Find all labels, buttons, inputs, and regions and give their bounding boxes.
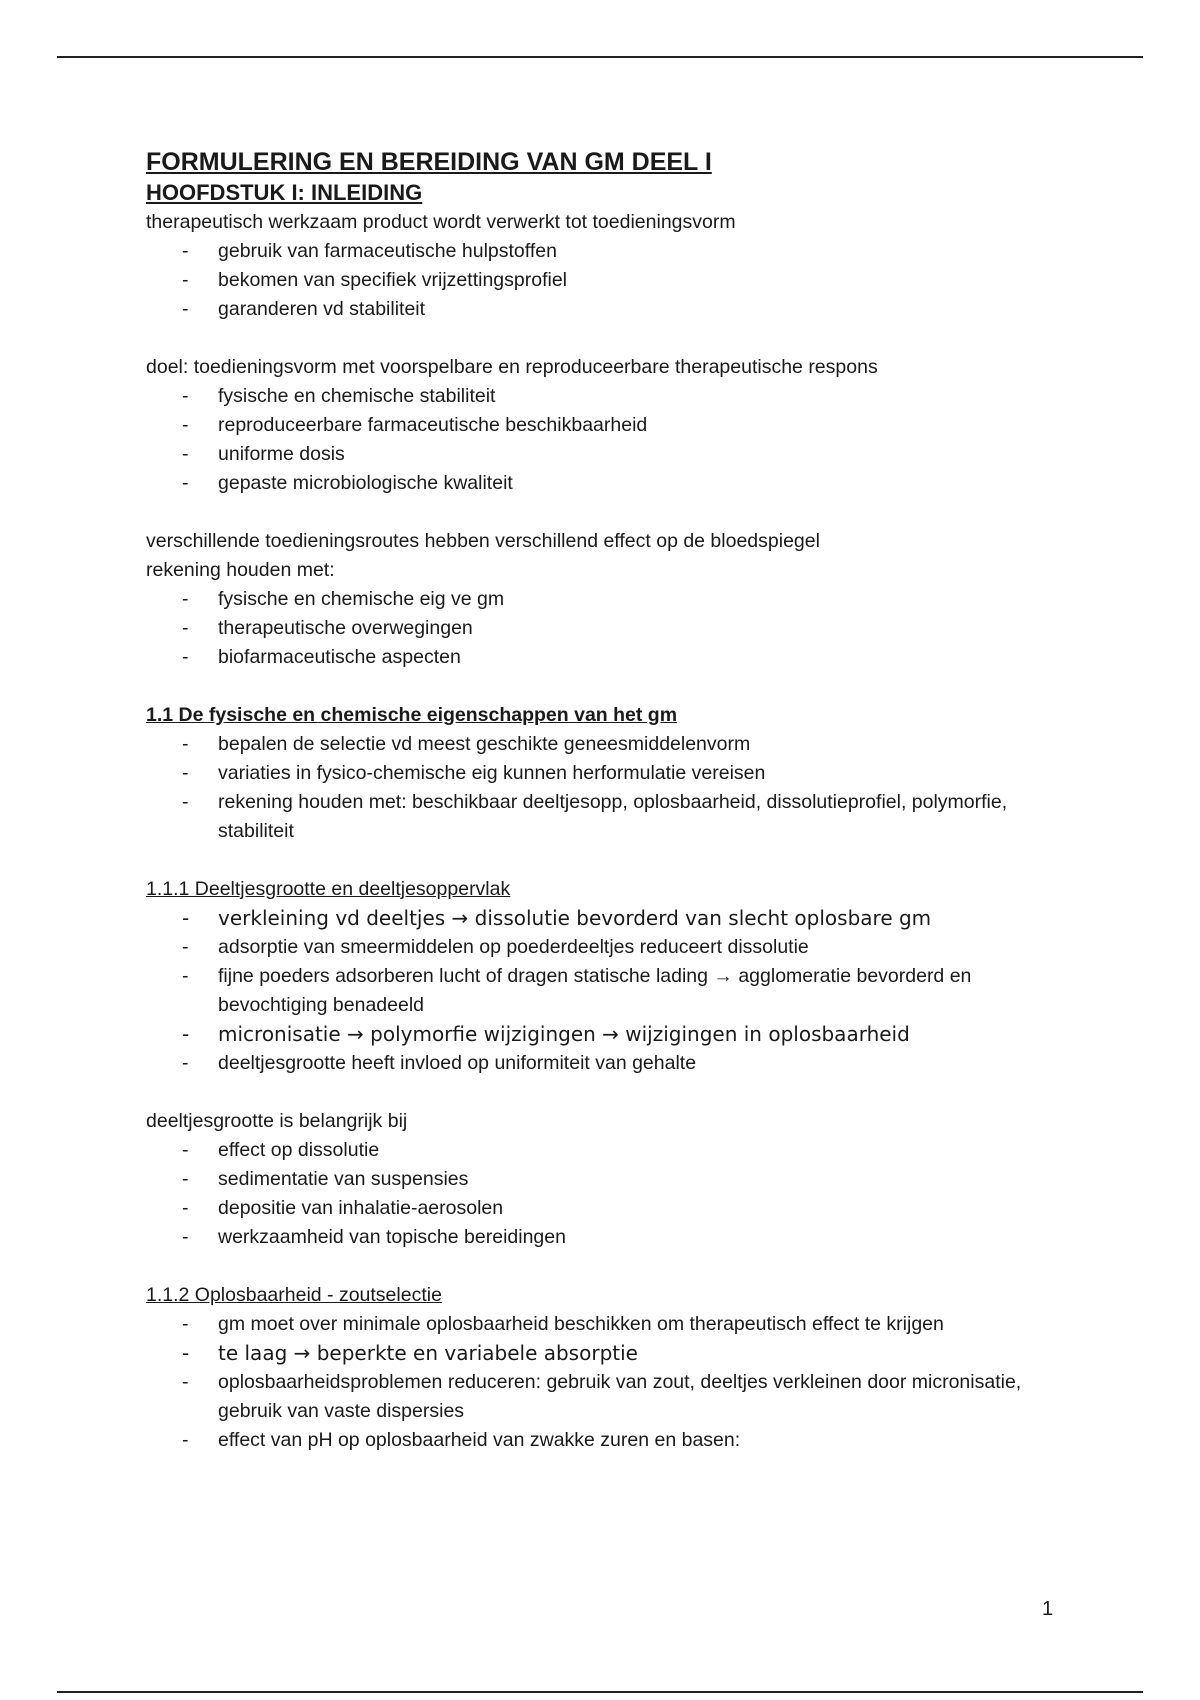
list-item: - te laag → beperkte en variabele absorptie	[146, 1339, 1066, 1368]
list-item: - oplosbaarheidsproblemen reduceren: gebruik van zout, deeltjes verkleinen door micronisatie, gebruik van vaste dispersies	[146, 1368, 1066, 1426]
page-number: 1	[1042, 1598, 1054, 1620]
importance-list	[146, 1136, 1066, 1252]
list-item: - biofarmaceutische aspecten	[146, 643, 1066, 672]
list-item: - gepaste microbiologische kwaliteit	[146, 469, 1066, 498]
list-item: - bekomen van specifiek vrijzettingsprofiel	[146, 266, 1066, 295]
list-item: - fysische en chemische eig ve gm	[146, 585, 1066, 614]
list-item: - effect op dissolutie	[146, 1136, 1066, 1165]
top-rule	[57, 56, 1143, 58]
document-title: FORMULERING EN BEREIDING VAN GM DEEL I	[146, 148, 712, 176]
chapter-heading: HOOFDSTUK I: INLEIDING	[146, 180, 423, 205]
bottom-rule	[57, 1691, 1143, 1693]
list-item: - uniforme dosis	[146, 440, 1066, 469]
list-item: - fijne poeders adsorberen lucht of dragen statische lading → agglomeratie bevorderd en bevochtiging benadeeld	[146, 962, 1066, 1020]
list-item: - rekening houden met: beschikbaar deeltjesopp, oplosbaarheid, dissolutieprofiel, polymorfie, stabiliteit	[146, 788, 1066, 846]
importance-text: deeltjesgrootte is belangrijk bij	[146, 1110, 408, 1132]
goal-list	[146, 382, 1066, 498]
list-item: - gebruik van farmaceutische hulpstoffen	[146, 237, 1066, 266]
list-item: - werkzaamheid van topische bereidingen	[146, 1223, 1066, 1252]
intro-list	[146, 237, 1066, 324]
consider-text: rekening houden met:	[146, 559, 335, 581]
goal-text: doel: toedieningsvorm met voorspelbare en reproduceerbare therapeutische respons	[146, 356, 878, 378]
list-item: - deeltjesgrootte heeft invloed op uniformiteit van gehalte	[146, 1049, 1066, 1078]
section-1-1-2-list	[146, 1310, 1066, 1455]
list-item: - sedimentatie van suspensies	[146, 1165, 1066, 1194]
list-item: - verkleining vd deeltjes → dissolutie bevorderd van slecht oplosbare gm	[146, 904, 1066, 933]
consider-list	[146, 585, 1066, 672]
list-item: - bepalen de selectie vd meest geschikte geneesmiddelenvorm	[146, 730, 1066, 759]
list-item: - therapeutische overwegingen	[146, 614, 1066, 643]
section-1-1-1-heading: 1.1.1 Deeltjesgrootte en deeltjesoppervlak	[146, 878, 511, 900]
routes-text: verschillende toedieningsroutes hebben verschillend effect op de bloedspiegel	[146, 530, 820, 552]
intro-text: therapeutisch werkzaam product wordt verwerkt tot toedieningsvorm	[146, 211, 736, 233]
section-1-1-list	[146, 730, 1066, 846]
list-item: - gm moet over minimale oplosbaarheid beschikken om therapeutisch effect te krijgen	[146, 1310, 1066, 1339]
list-item: - reproduceerbare farmaceutische beschikbaarheid	[146, 411, 1066, 440]
list-item: - effect van pH op oplosbaarheid van zwakke zuren en basen:	[146, 1426, 1066, 1455]
page-content	[146, 146, 1066, 1455]
list-item: - depositie van inhalatie-aerosolen	[146, 1194, 1066, 1223]
section-1-1-2-heading: 1.1.2 Oplosbaarheid - zoutselectie	[146, 1284, 442, 1306]
section-1-1-1-list	[146, 904, 1066, 1078]
list-item: - variaties in fysico-chemische eig kunnen herformulatie vereisen	[146, 759, 1066, 788]
list-item: - micronisatie → polymorfie wijzigingen → wijzigingen in oplosbaarheid	[146, 1020, 1066, 1049]
list-item: - fysische en chemische stabiliteit	[146, 382, 1066, 411]
list-item: - garanderen vd stabiliteit	[146, 295, 1066, 324]
section-1-1-heading: 1.1 De fysische en chemische eigenschappen van het gm	[146, 704, 678, 726]
list-item: - adsorptie van smeermiddelen op poederdeeltjes reduceert dissolutie	[146, 933, 1066, 962]
